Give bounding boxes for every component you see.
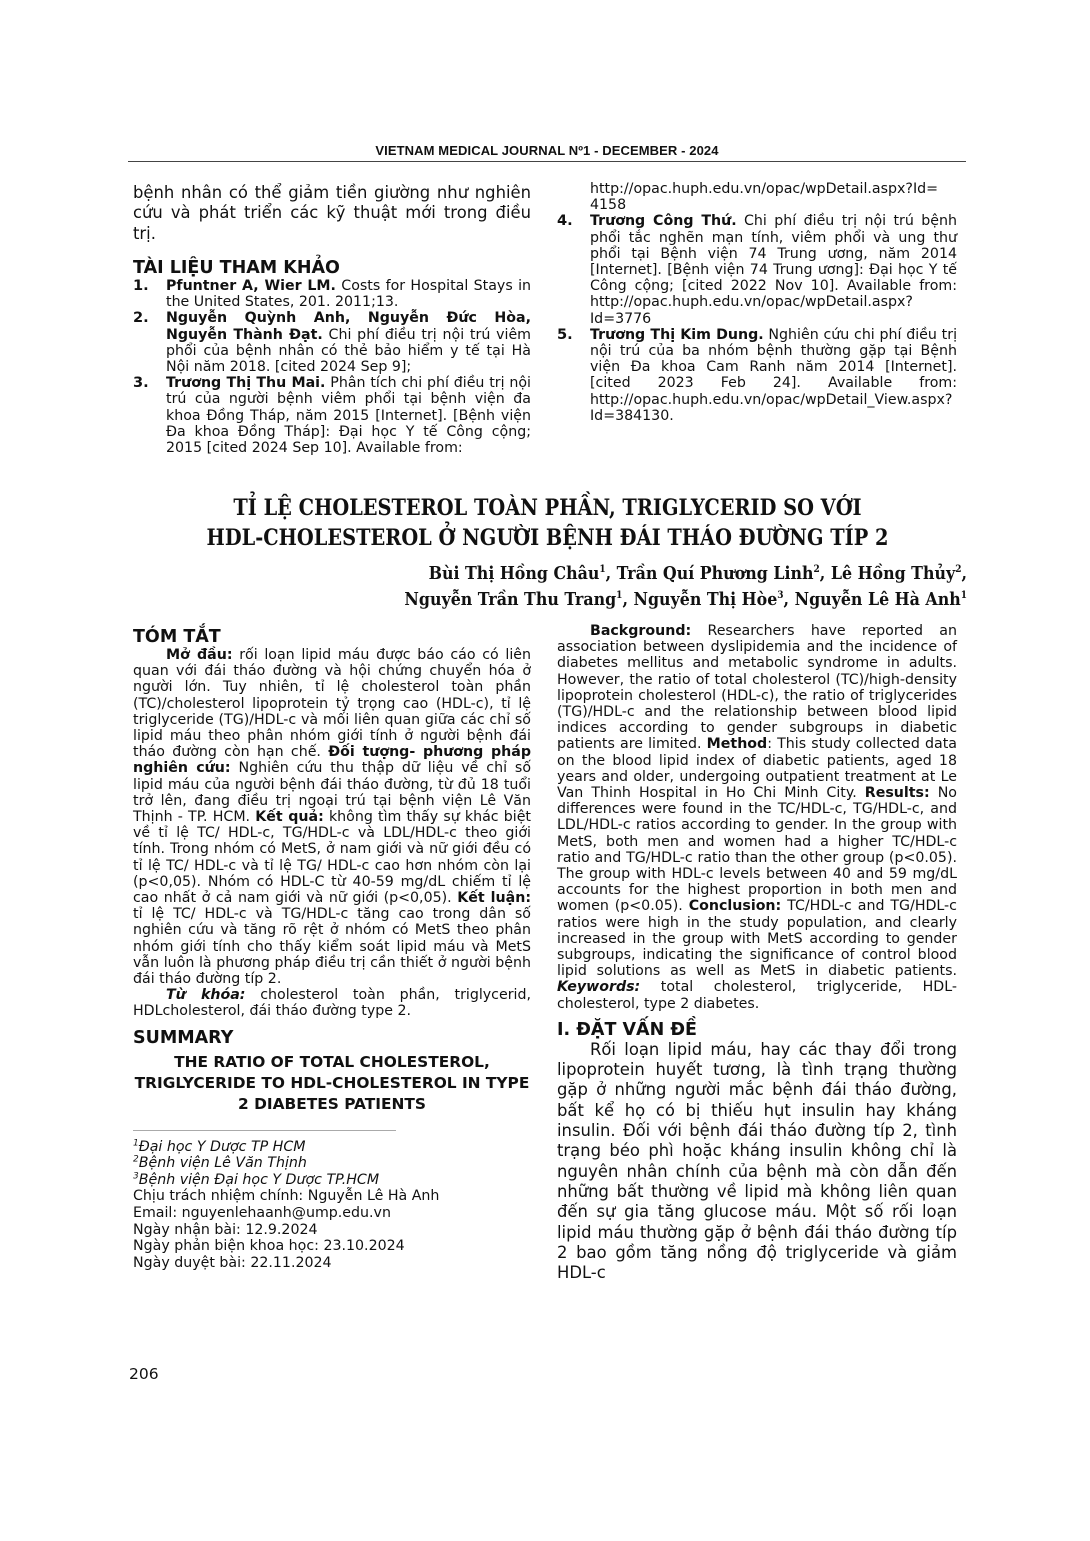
author-name: Trần Quí Phương Linh [616, 563, 814, 584]
received-date: Ngày nhận bài: 12.9.2024 [133, 1221, 318, 1238]
author-affiliation-mark: 2 [955, 564, 962, 576]
reference-text: Nghiên cứu chi phí điều trị nội trú của ba nhóm bệnh thường gặp tại Bệnh viện Đa khoa Cam Ranh năm 2014 [Internet]. [cited 2023 Feb 24]. Available from: http://opac.huph.edu.vn/opac/wpDetail_View.aspx?Id=384130. [590, 326, 958, 424]
affiliation-number: 2 [133, 1154, 139, 1165]
prev-article-right-column [557, 181, 957, 424]
article-title [206, 493, 890, 553]
article-title-line: HDL-CHOLESTEROL Ở NGƯỜI BỆNH ĐÁI THÁO ĐƯỜNG TÍP 2 [206, 525, 889, 551]
section-paragraph: Rối loạn lipid máu, hay các thay đổi trong lipoprotein huyết tương, là tình trạng thường gặp ở những người mắc bệnh đái tháo đường, bất kể họ có bị thiếu hụt insulin hay kháng insulin. Đối với bệnh đái tháo đường típ 2, tình trạng béo phì hoặc kháng insulin không chỉ là nguyên nhân chính của bệnh mà còn dẫn đến những bất thường về lipid mà không liên quan đến sự gia tăng glucose máu. Một số rối loạn lipid máu thường gặp ở bệnh đái tháo đường típ 2 bao gồm tăng nồng độ triglyceride và giảm HDL-c [557, 1039, 957, 1283]
conclusion-text: tỉ lệ TC/ HDL-c và TG/HDL-c tăng cao trong dân số nghiên cứu và tăng rõ rệt ở nhóm có MetS theo phân nhóm giới tính cho thấy kiểm soát lipid máu và MetS vẫn luôn là phương pháp điều trị cần thiết ở người bệnh đái tháo đường típ 2. [133, 906, 531, 988]
affiliation-number: 3 [133, 1171, 139, 1182]
keywords-vi [133, 987, 531, 1019]
reference-number: 2. [133, 309, 149, 327]
closing-paragraph: bệnh nhân có thể giảm tiền giường như nghiên cứu và phát triển các kỹ thuật mới trong điều trị. [133, 183, 531, 243]
abstract-en-body [557, 623, 957, 1012]
reference-text: Costs for Hospital Stays in the United States, 201. 2011;13. [166, 277, 532, 311]
accepted-date: Ngày duyệt bài: 22.11.2024 [133, 1254, 332, 1271]
reference-authors: Pfuntner A, Wier LM. [166, 277, 336, 294]
reference-authors: Trương Thị Thu Mai. [166, 375, 326, 392]
reference-text: Chi phí điều trị nội trú bệnh phổi tắc nghẽn mạn tính, viêm phổi và ung thư phổi tại Bệnh viện 74 Trung ương, năm 2014 [Internet]. [Bệnh viện 74 Trung ương]: Đại học Y tế Công cộng; [cited 2022 Nov 10]. Available from: http://opac.huph.edu.vn/opac/wpDetail.aspx?Id=3776 [590, 213, 957, 327]
author-name: Lê Hồng Thủy [830, 563, 956, 584]
conclusion-label: Kết luận: [457, 890, 531, 907]
author-name: Nguyễn Lê Hà Anh [794, 589, 961, 610]
footnotes [133, 1139, 531, 1272]
author-name: Nguyễn Thị Hòe [633, 589, 778, 610]
abstract-vi-heading: TÓM TẮT [133, 627, 221, 647]
prev-article-left-column [133, 183, 531, 456]
corresponding-author: Chịu trách nhiệm chính: Nguyễn Lê Hà Anh [133, 1188, 440, 1205]
abstract-right-column [557, 623, 957, 1283]
author-separator: , [961, 563, 967, 584]
reference-continuation [557, 181, 957, 213]
reference-number: 5. [557, 325, 573, 343]
running-head: VIETNAM MEDICAL JOURNAL Nº1 - DECEMBER - 2024 [375, 143, 719, 158]
author-list [337, 561, 967, 613]
affiliation-text: Bệnh viện Lê Văn Thịnh [138, 1155, 307, 1172]
background-text: Researchers have reported an association between dyslipidemia and the incidence of diabetes mellitus and metabolic syndrome in adults. However, the ratio of total cholesterol (TC)/high-density lipoprotein cholesterol (HDL-c), the ratio of triglycerides (TG)/HDL-c and the relationship between blood lipid indices according to gender subgroups in diabetic patients are limited. [557, 623, 957, 753]
article-title-line: TỈ LỆ CHOLESTEROL TOÀN PHẦN, TRIGLYCERID SO VỚI [233, 495, 862, 521]
keywords-vi-label: Từ khóa: [166, 987, 246, 1004]
intro-label: Mở đầu: [166, 647, 233, 663]
reference-item [557, 327, 957, 424]
abstract-vi-body [133, 647, 531, 987]
affiliation-number: 1 [133, 1137, 139, 1148]
summary-heading: SUMMARY [133, 1027, 234, 1048]
author-separator: , [622, 589, 634, 610]
reference-item [557, 213, 957, 326]
reference-item [133, 375, 531, 456]
author-name: Nguyễn Trần Thu Trang [404, 589, 617, 610]
author-separator: , [783, 589, 795, 610]
reference-item [133, 310, 531, 375]
reference-number: 3. [133, 374, 149, 392]
conclusion-en-label: Conclusion: [688, 898, 782, 915]
affiliation-text: Đại học Y Dược TP HCM [138, 1138, 306, 1155]
footnote-rule [133, 1130, 396, 1131]
keywords-en-text: total cholesterol, triglyceride, HDL-cholesterol, type 2 diabetes. [557, 979, 957, 1012]
reference-url[interactable]: http://opac.huph.edu.vn/opac/wpDetail.aspx?Id= 4158 [590, 181, 939, 214]
affiliation-text: Bệnh viện Đại học Y Dược TP.HCM [138, 1171, 380, 1188]
background-label: Background: [590, 623, 692, 639]
author-affiliation-mark: 1 [599, 564, 606, 576]
reference-list [133, 278, 531, 456]
keywords-en-label: Keywords: [557, 979, 641, 996]
results-en-label: Results: [864, 785, 930, 802]
affiliation-note [133, 1155, 531, 1172]
results-en-text: No differences were found in the TC/HDL-c, TG/HDL-c, and LDL/HDL-c ratios according to gender. In the group with MetS, both men and women had a higher TC/HDL-c ratio and TG/HDL-c ratio than the other group (p<0.05). The group with HDL-c levels between 40 and 59 mg/dL accounts for the highest proportion in both men and women (p<0.05). [557, 785, 957, 915]
reference-text: Chi phí điều trị nội trú viêm phổi của bệnh nhân có thẻ bảo hiểm y tế tại Hà Nội năm 2018. [cited 2024 Sep 9]; [166, 326, 531, 375]
author-affiliation-mark: 3 [777, 590, 784, 602]
abstract-left-column [133, 627, 531, 1271]
reference-authors: Nguyễn Quỳnh Anh, Nguyễn Đức Hòa, Nguyễn Thành Đạt. [166, 310, 531, 343]
section-heading: I. ĐẶT VẤN ĐỀ [557, 1019, 697, 1040]
reference-authors: Trương Công Thứ. [590, 213, 737, 230]
results-label: Kết quả: [255, 809, 324, 826]
author-separator: , [819, 563, 831, 584]
header-rule [128, 161, 966, 162]
author-separator: , [605, 563, 617, 584]
reference-item [133, 278, 531, 310]
references-heading: TÀI LIỆU THAM KHẢO [133, 257, 340, 278]
reference-number: 4. [557, 212, 573, 230]
reference-number: 1. [133, 276, 149, 294]
author-affiliation-mark: 1 [960, 590, 967, 602]
methods-label: Đối tượng- phương pháp nghiên cứu: [133, 744, 532, 777]
reference-authors: Trương Thị Kim Dung. [590, 326, 764, 343]
intro-text: rối loạn lipid máu được báo cáo có liên quan với đái tháo đường và hội chứng chuyển hóa ở người lớn. Tuy nhiên, tỉ lệ cholesterol toàn phần (TC)/cholesterol lipoprotein tỷ trọng cao (HDL-c), tỉ lệ triglyceride (TG)/HDL-c và mối liên quan giữa các chỉ số lipid máu theo phân nhóm giới tính ở người bệnh đái tháo đường còn hạn chế. [133, 647, 531, 761]
review-date: Ngày phản biện khoa học: 23.10.2024 [133, 1238, 405, 1255]
methods-text: Nghiên cứu thu thập dữ liệu về chỉ số lipid máu của người bệnh đái tháo đường, từ đủ 18 tuổi trở lên, đang điều trị ngoại trú tại bệnh viện Lê Văn Thịnh - TP. HCM. [133, 760, 532, 826]
keywords-vi-text: cholesterol toàn phần, triglycerid, HDLcholesterol, đái tháo đường type 2. [133, 987, 532, 1020]
author-affiliation-mark: 1 [616, 590, 623, 602]
affiliation-note [133, 1172, 531, 1189]
method-text: : This study collected data on the blood lipid index of diabetic patients, aged 18 years and older, undergoing outpatient treatment at Le Van Thinh Hospital in Ho Chi Minh City. [557, 736, 957, 802]
results-text: không tìm thấy sự khác biệt về tỉ lệ TC/ HDL-c, TG/HDL-c và LDL/HDL-c theo giới tính. Trong nhóm có MetS, ở nam giới và nữ giới đều có tỉ lệ TC/ HDL-c và tỉ lệ TG/ HDL-c cao hơn nhóm còn lại (p<0,05). Nhóm có HDL-C từ 40-59 mg/dL chiếm tỉ lệ cao nhất ở cả nam giới và nữ giới (p<0,05). [133, 809, 531, 907]
author-affiliation-mark: 2 [813, 564, 820, 576]
corresponding-email[interactable]: Email: nguyenlehaanh@ump.edu.vn [133, 1205, 391, 1222]
page-number: 206 [129, 1365, 159, 1383]
method-label: Method [706, 736, 768, 753]
conclusion-en-text: TC/HDL-c and TG/HDL-c ratios were high in the study population, and clearly increased in the group with MetS according to gender subgroups, indicating the significance of control blood lipid solutions as well as MetS in diabetic patients. [557, 898, 957, 980]
author-name: Bùi Thị Hồng Châu [428, 563, 600, 584]
affiliation-note [133, 1139, 531, 1156]
summary-title: THE RATIO OF TOTAL CHOLESTEROL, TRIGLYCERIDE TO HDL-CHOLESTEROL IN TYPE 2 DIABETES PATIENTS [134, 1052, 530, 1113]
reference-text: Phân tích chi phí điều trị nội trú của người bệnh viêm phổi tại bệnh viện đa khoa Đồng Tháp, năm 2015 [Internet]. [Bệnh viện Đa khoa Đồng Tháp]: Đại học Y tế Công cộng; 2015 [cited 2024 Sep 10]. Available from: [166, 375, 532, 456]
